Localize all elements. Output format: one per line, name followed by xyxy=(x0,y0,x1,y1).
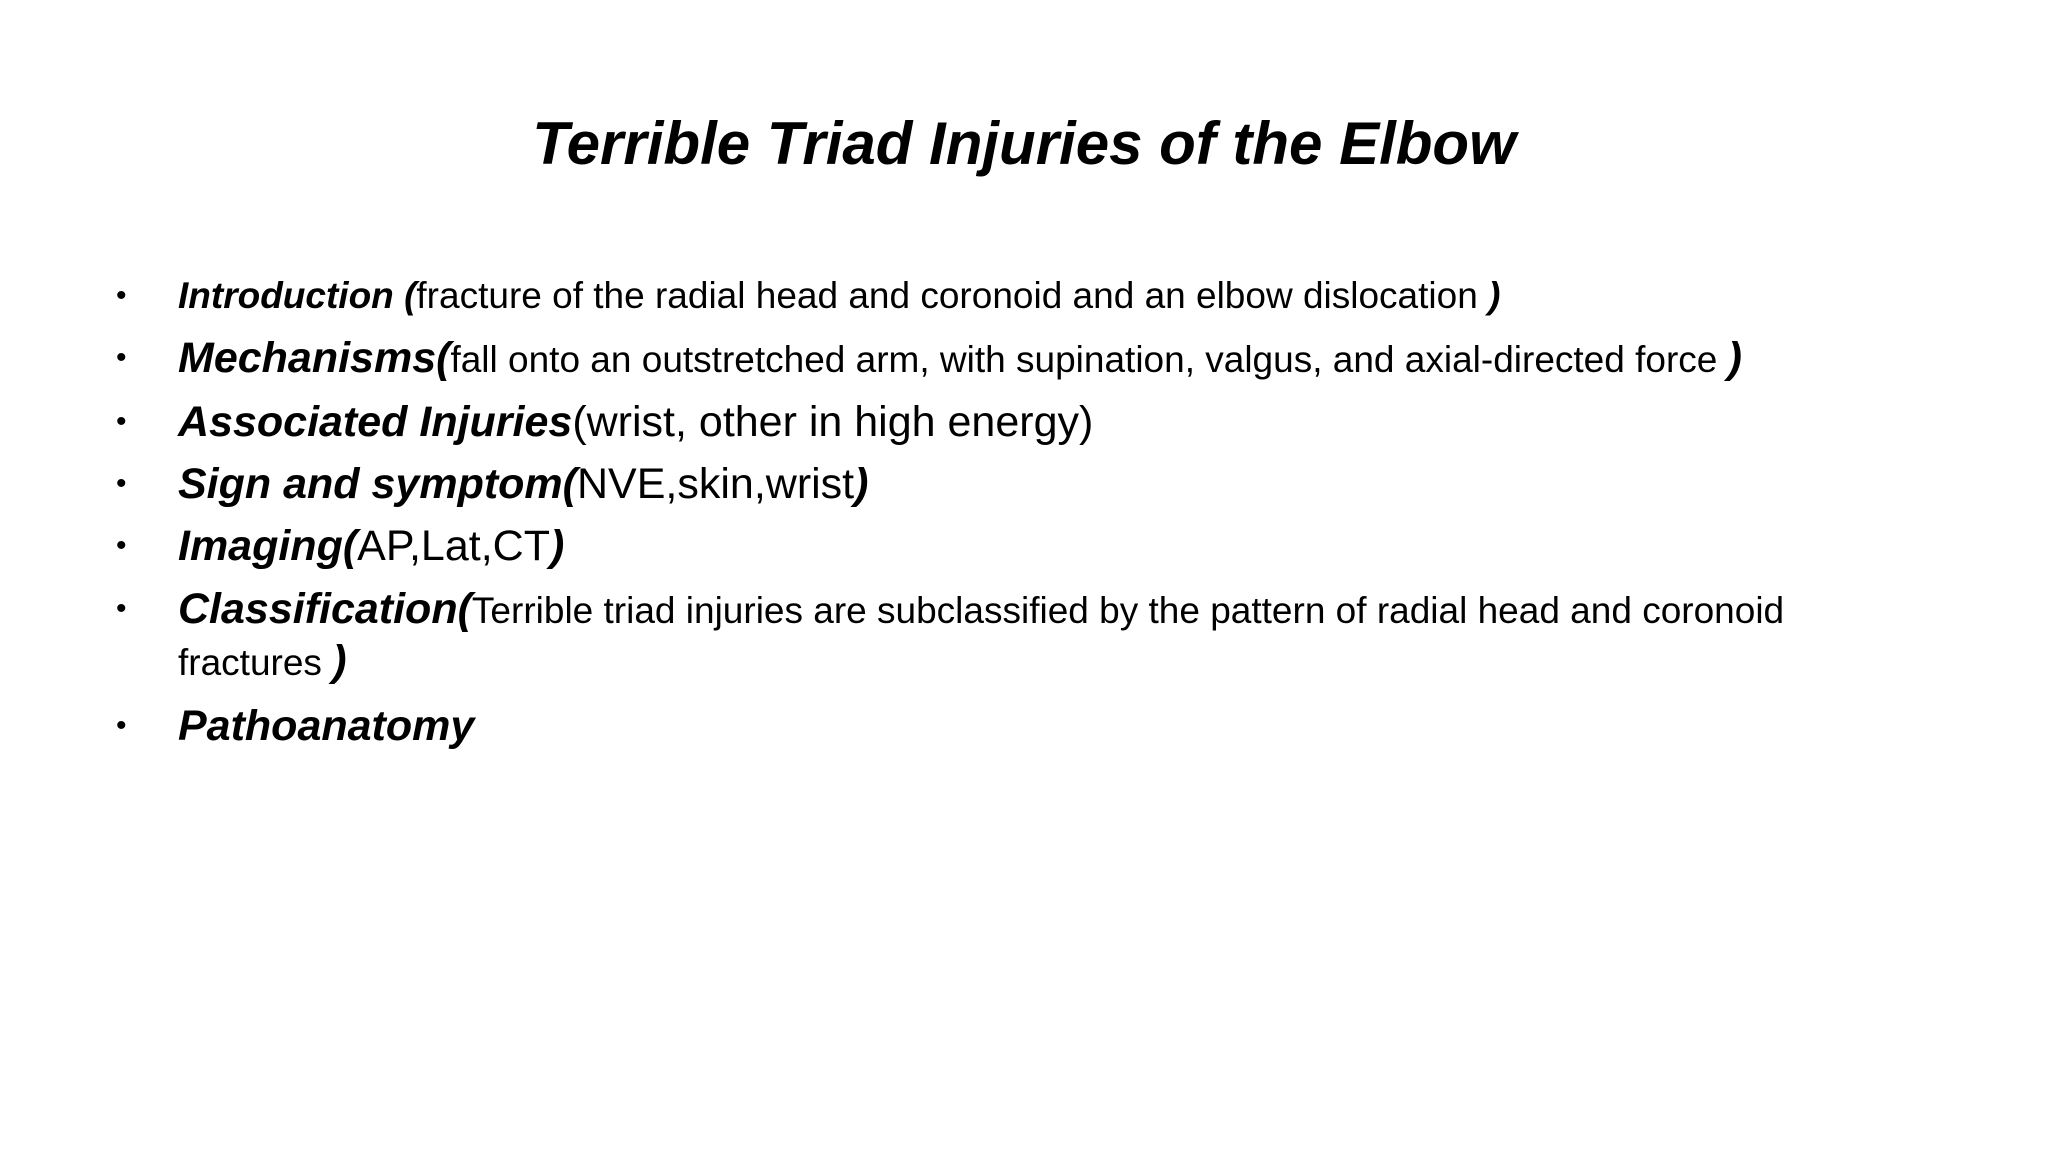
bullet-dot-icon: • xyxy=(116,529,127,562)
bullet-item-sign-and-symptom xyxy=(116,460,1916,508)
bullet-dot-icon: • xyxy=(116,592,127,625)
bullet-detail: NVE,skin,wrist xyxy=(576,460,855,508)
bullet-label: Associated Injuries xyxy=(178,398,573,446)
bullet-detail: (wrist, other in high energy) xyxy=(572,398,1094,446)
bullet-detail: fracture of the radial head and coronoid and an elbow dislocation xyxy=(416,275,1489,316)
bullet-label: Pathoanatomy xyxy=(178,702,475,750)
bullet-detail: AP,Lat,CT xyxy=(357,522,550,570)
bullet-dot-icon: • xyxy=(116,279,127,312)
bullet-label: Introduction xyxy=(178,275,394,316)
bullet-item-classification xyxy=(116,584,1916,688)
bullet-detail: Terrible triad injuries are subclassified by the pattern of radial head and coronoid fractures xyxy=(178,590,1785,683)
bullet-close-paren: ) xyxy=(549,522,565,570)
bullet-label: Imaging xyxy=(178,522,343,570)
bullet-close-paren: ) xyxy=(1488,275,1501,316)
bullet-dot-icon: • xyxy=(116,709,127,742)
bullet-open-paren: ( xyxy=(562,460,577,508)
bullet-item-introduction xyxy=(116,272,1916,320)
slide-title: Terrible Triad Injuries of the Elbow xyxy=(532,110,1516,177)
bullet-open-paren: ( xyxy=(457,585,472,633)
bullet-detail: fall onto an outstretched arm, with supination, valgus, and axial-directed force xyxy=(450,339,1728,380)
bullet-close-paren: ) xyxy=(332,637,347,685)
bullet-item-associated-injuries xyxy=(116,398,1916,446)
bullet-label: Classification xyxy=(178,585,458,633)
bullet-label: Sign and symptom xyxy=(178,460,563,508)
bullet-close-paren: ) xyxy=(854,460,869,508)
bullet-list xyxy=(116,272,1916,764)
bullet-item-pathoanatomy xyxy=(116,702,1916,750)
bullet-item-imaging xyxy=(116,522,1916,570)
bullet-dot-icon: • xyxy=(116,467,127,500)
bullet-label: Mechanisms xyxy=(178,334,437,382)
bullet-item-mechanisms xyxy=(116,334,1916,384)
bullet-dot-icon: • xyxy=(116,405,127,438)
bullet-close-paren: ) xyxy=(1727,334,1742,382)
bullet-dot-icon: • xyxy=(116,341,127,374)
bullet-open-paren: ( xyxy=(436,334,451,382)
bullet-open-paren: ( xyxy=(393,275,417,316)
bullet-open-paren: ( xyxy=(342,522,358,570)
